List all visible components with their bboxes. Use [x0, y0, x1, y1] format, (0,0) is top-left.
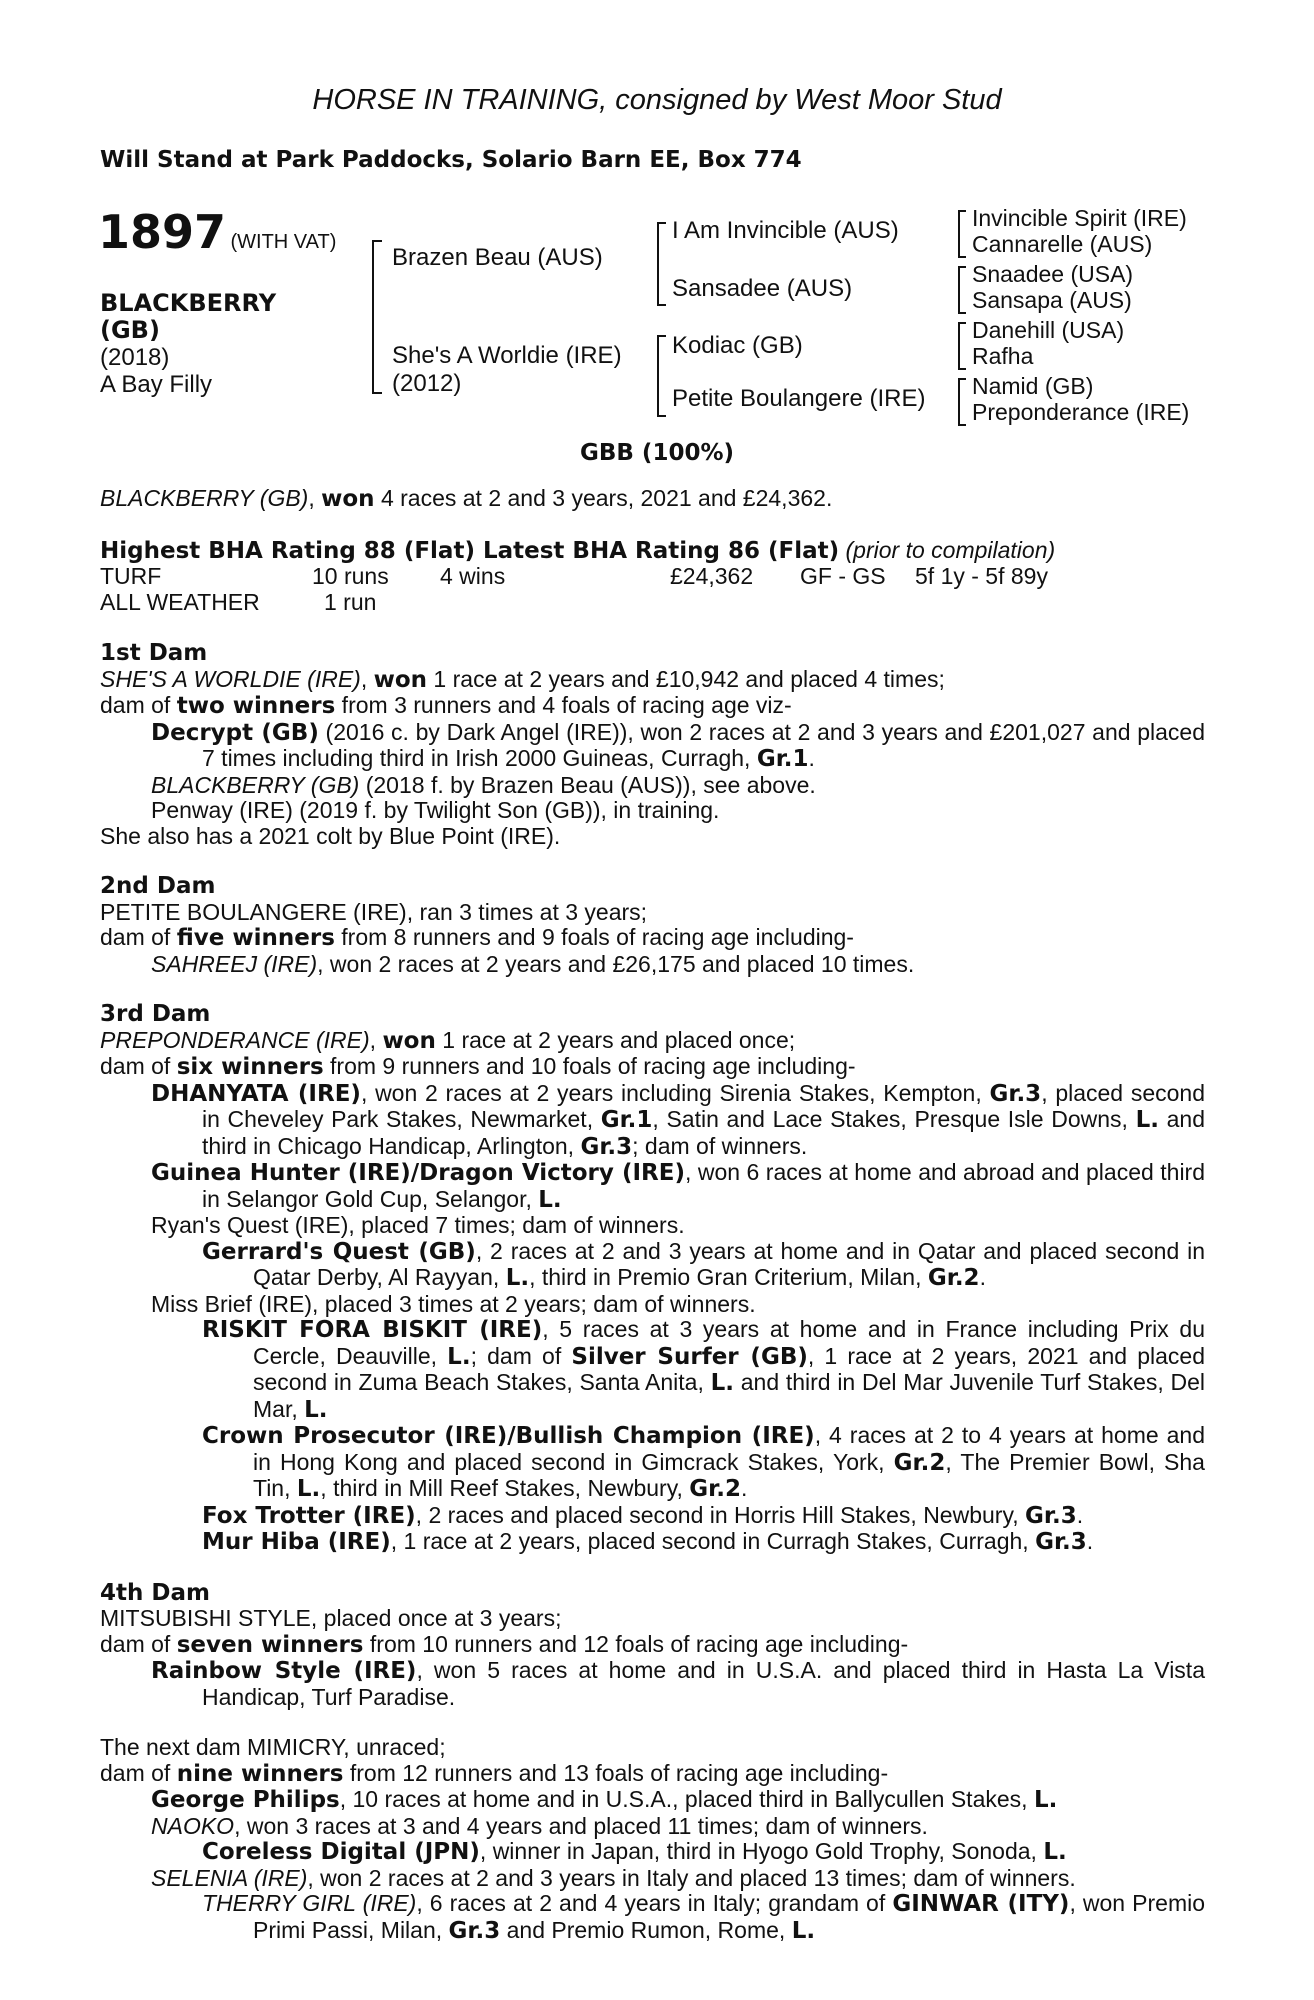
riskit-entry [100, 1317, 1205, 1423]
gerrard-b: , third in Premio Gran Criterium, Milan, [529, 1264, 928, 1290]
crown-entry [100, 1423, 1205, 1503]
fox-entry [100, 1503, 1205, 1530]
dam3-won: won [382, 1027, 436, 1054]
sahreej-name: SAHREEJ (IRE) [151, 950, 318, 977]
dam4-heading: 4th Dam [100, 1579, 210, 1606]
george-name: George Philips [151, 1787, 340, 1813]
dam3-line1 [100, 1028, 1205, 1055]
george-entry [100, 1787, 1205, 1814]
turf-runs: 10 runs [312, 563, 389, 589]
grade-2: Gr.2 [927, 1265, 980, 1291]
pedigree-sire-sire: I Am Invincible (AUS) [672, 217, 899, 244]
dam3-name: PREPONDERANCE (IRE) [100, 1026, 370, 1053]
lot-number: 1897 [98, 205, 227, 259]
gerrard-a: , 2 races at 2 and 3 years at home and in Qatar and placed second in Qatar Derby, Al Rayyan, [253, 1237, 1205, 1290]
pedigree-gg-1: Invincible Spirit (IRE) [972, 205, 1187, 231]
aw-label: ALL WEATHER [100, 589, 260, 615]
dam-brace [657, 335, 666, 417]
listed: L. [447, 1343, 471, 1370]
riskit-b: ; dam of [470, 1342, 572, 1369]
rating-line [100, 538, 1055, 565]
pedigree-sire-dam: Sansadee (AUS) [672, 275, 853, 302]
rainbow-a: , won 5 races at home and in U.S.A. and placed third in Hasta La Vista Handicap, Turf Paradise. [202, 1657, 1205, 1710]
grade-3: Gr.3 [448, 1917, 501, 1944]
lot-number-block [98, 205, 336, 259]
listed: L. [1135, 1107, 1159, 1133]
dam3-sep: , [369, 1026, 383, 1053]
rating-note: (prior to compilation) [845, 537, 1056, 563]
naoko-a: , won 3 races at 3 and 4 years and placed 11 times; dam of winners. [234, 1812, 928, 1839]
bb-rest: (2018 f. by Brazen Beau (AUS)), see above. [359, 771, 816, 798]
next-winners: nine winners [176, 1760, 344, 1787]
pedigree-gg-8: Preponderance (IRE) [972, 399, 1190, 425]
dhanyata-name: DHANYATA (IRE) [151, 1080, 361, 1107]
grade-2: Gr.2 [689, 1476, 741, 1502]
grade-3: Gr.3 [1025, 1502, 1077, 1529]
dam3-heading: 3rd Dam [100, 1001, 211, 1027]
selenia-name: SELENIA (IRE) [151, 1864, 308, 1891]
horse-name-suffix: (GB) [100, 316, 160, 344]
dhanyata-a: , won 2 races at 2 years including Sirenia Stakes, Kempton, [360, 1079, 990, 1106]
decrypt-entry [100, 720, 1205, 773]
therry-a: , 6 races at 2 and 4 years in Italy; grandam of [416, 1890, 893, 1916]
summary-won: won [321, 486, 375, 512]
dhanyata-c: , Satin and Lace Stakes, Presque Isle Downs, [652, 1106, 1136, 1132]
turf-prize: £24,362 [670, 563, 754, 589]
coreless-entry [100, 1839, 1205, 1866]
dam1-line2 [100, 693, 1205, 720]
dam4-line1: MITSUBISHI STYLE, placed once at 3 years; [100, 1605, 562, 1631]
penway-entry: Penway (IRE) (2019 f. by Twilight Son (GB)), in training. [151, 797, 720, 823]
dam1-l2a: dam of [100, 692, 177, 718]
listed: L. [1043, 1839, 1067, 1865]
dam2-l2c: from 8 runners and 9 foals of racing age including- [334, 924, 854, 950]
mur-entry [100, 1529, 1205, 1556]
next-l2a: dam of [100, 1759, 177, 1786]
listed: L. [710, 1370, 734, 1396]
turf-wins: 4 wins [440, 563, 506, 589]
listed: L. [505, 1265, 530, 1291]
dam3-l2c: from 9 runners and 10 foals of racing age including- [323, 1053, 856, 1079]
listed: L. [296, 1476, 321, 1502]
rating-text: Highest BHA Rating 88 (Flat) Latest BHA Rating 86 (Flat) [100, 538, 840, 564]
mur-a: , 1 race at 2 years, placed second in Curragh Stakes, Curragh, [390, 1528, 1036, 1554]
dam4-l2a: dam of [100, 1630, 177, 1657]
pedigree-dam: She's A Worldie (IRE) [392, 342, 622, 369]
dam1-heading: 1st Dam [100, 640, 208, 666]
gerrard-entry [100, 1239, 1205, 1292]
dot: . [979, 1264, 986, 1290]
rainbow-name: Rainbow Style (IRE) [151, 1658, 417, 1684]
decrypt-grade: Gr.1 [756, 746, 809, 772]
gg-brace-4 [958, 378, 966, 426]
listed: L. [304, 1396, 328, 1423]
summary-line: BLACKBERRY (GB), won 4 races at 2 and 3 years, 2021 and £24,362. [100, 485, 833, 512]
summary-rest: 4 races at 2 and 3 years, 2021 and £24,362. [374, 485, 833, 511]
decrypt-name: Decrypt (GB) [151, 719, 319, 746]
fox-a: , 2 races and placed second in Horris Hill Stakes, Newbury, [415, 1501, 1026, 1528]
dam1-rest: 1 race at 2 years and £10,942 and placed 4 times; [427, 665, 945, 692]
dot: . [740, 1475, 748, 1501]
breed-percentage: GBB (100%) [579, 440, 735, 466]
george-a: , 10 races at home and in U.S.A., placed third in Ballycullen Stakes, [339, 1786, 1034, 1812]
pedigree-dam-year: (2012) [392, 370, 462, 397]
dam2-heading: 2nd Dam [100, 873, 216, 899]
sahreej-rest: , won 2 races at 2 years and £26,175 and placed 10 times. [317, 950, 915, 977]
horse-description: A Bay Filly [100, 371, 213, 398]
naoko-name: NAOKO [151, 1812, 235, 1839]
turf-distance: 5f 1y - 5f 89y [915, 563, 1048, 589]
decrypt-rest: (2016 c. by Dark Angel (IRE)), won 2 races at 2 and 3 years and £201,027 and placed 7 times including third in Irish 2000 Guineas, Curragh, [202, 718, 1206, 771]
guinea-a: , won 6 races at home and abroad and placed third in Selangor Gold Cup, Selangor, [202, 1159, 1205, 1212]
selenia-a: , won 2 races at 2 and 3 years in Italy and placed 13 times; dam of winners. [307, 1864, 1076, 1891]
therry-name: THERRY GIRL (IRE) [202, 1890, 417, 1916]
dhanyata-entry [100, 1081, 1205, 1161]
pedigree-gg-3: Snaadee (USA) [972, 261, 1134, 287]
riskit-name: RISKIT FORA BISKIT (IRE) [202, 1317, 543, 1343]
pedigree-gg-5: Danehill (USA) [972, 317, 1125, 343]
pedigree-sire: Brazen Beau (AUS) [392, 244, 603, 271]
grade-3: Gr.3 [989, 1080, 1042, 1107]
catalogue-body [100, 641, 1205, 1944]
crown-name: Crown Prosecutor (IRE)/Bullish Champion (IRE) [202, 1423, 815, 1449]
next-l2c: from 12 runners and 13 foals of racing age including- [343, 1759, 889, 1786]
pedigree-gg-4: Sansapa (AUS) [972, 287, 1132, 313]
dhanyata-b: , placed second in Cheveley Park Stakes, Newmarket, [202, 1079, 1206, 1132]
pedigree-gg-7: Namid (GB) [972, 373, 1094, 399]
gerrard-name: Gerrard's Quest (GB) [202, 1238, 476, 1265]
dam3-winners: six winners [176, 1054, 324, 1080]
horse-year: (2018) [100, 344, 170, 371]
vat-label: (WITH VAT) [230, 231, 337, 253]
dam4-line2 [100, 1632, 1205, 1659]
crown-c: , third in Mill Reef Stakes, Newbury, [320, 1475, 690, 1501]
coreless-name: Coreless Digital (JPN) [202, 1839, 480, 1865]
aw-runs: 1 run [324, 589, 377, 615]
riskit-c: , 1 race at 2 years, 2021 and placed second in Zuma Beach Stakes, Santa Anita, [253, 1342, 1205, 1395]
decrypt-end: . [808, 745, 815, 771]
page-title: HORSE IN TRAINING, consigned by West Moor Stud [312, 84, 1002, 116]
grade-3: Gr.3 [580, 1133, 633, 1160]
stand-location: Will Stand at Park Paddocks, Solario Barn EE, Box 774 [100, 147, 802, 173]
mur-name: Mur Hiba (IRE) [202, 1529, 391, 1555]
guinea-entry [100, 1160, 1205, 1213]
turf-going: GF - GS [800, 563, 886, 589]
dam3-line2 [100, 1054, 1205, 1081]
fox-name: Fox Trotter (IRE) [202, 1502, 416, 1529]
next-line2 [100, 1761, 1205, 1788]
pedigree-dam-sire: Kodiac (GB) [672, 332, 803, 359]
therry-entry [100, 1891, 1205, 1944]
guinea-name: Guinea Hunter (IRE)/Dragon Victory (IRE) [151, 1160, 685, 1186]
grade-3: Gr.3 [1035, 1529, 1087, 1555]
crown-a: , 4 races at 2 to 4 years at home and in Hong Kong and placed second in Gimcrack Stakes, York, [253, 1422, 1205, 1475]
next-line1: The next dam MIMICRY, unraced; [100, 1734, 446, 1760]
coreless-a: , winner in Japan, third in Hyogo Gold Trophy, Sonoda, [479, 1838, 1044, 1864]
selenia-entry [100, 1866, 1205, 1892]
dhanyata-d: and third in Chicago Handicap, Arlington, [202, 1106, 1205, 1159]
summary-name: BLACKBERRY (GB) [100, 485, 309, 511]
therry-b: , won Premio Primi Passi, Milan, [253, 1890, 1206, 1943]
sire-dam-brace [372, 240, 382, 394]
riskit-d: and third in Del Mar Juvenile Turf Stakes, Del Mar, [253, 1369, 1205, 1422]
dam2-line2 [100, 925, 1205, 952]
blackberry-entry [100, 773, 1205, 799]
crown-b: , The Premier Bowl, Sha Tin, [253, 1448, 1205, 1501]
sire-brace [657, 222, 666, 306]
pedigree-gg-6: Rafha [972, 343, 1034, 369]
pedigree-gg-2: Cannarelle (AUS) [972, 231, 1153, 257]
dam3-rest: 1 race at 2 years and placed once; [435, 1026, 796, 1053]
rainbow-entry [100, 1658, 1205, 1710]
dam1-name: SHE'S A WORLDIE (IRE) [100, 665, 361, 692]
colt-note: She also has a 2021 colt by Blue Point (IRE). [100, 822, 561, 849]
pedigree-dam-dam: Petite Boulangere (IRE) [672, 385, 926, 412]
riskit-a: , 5 races at 3 years at home and in France including Prix du Cercle, Deauville, [253, 1316, 1205, 1369]
dam1-won: won [373, 666, 428, 693]
dot: . [1086, 1528, 1094, 1554]
dam1-line1: SHE'S A WORLDIE (IRE), won 1 race at 2 years and £10,942 and placed 4 times; [100, 665, 945, 693]
dam1-winners: two winners [176, 693, 336, 719]
dam1-l2c: from 3 runners and 4 foals of racing age viz- [335, 692, 792, 718]
turf-label: TURF [100, 563, 162, 589]
gg-brace-2 [958, 266, 966, 314]
dam2-line1: PETITE BOULANGERE (IRE), ran 3 times at 3 years; [100, 898, 648, 925]
listed: L. [791, 1917, 816, 1944]
dam2-l2a: dam of [100, 924, 177, 950]
horse-name: BLACKBERRY [100, 289, 277, 317]
ginwar-name: GINWAR (ITY) [892, 1891, 1070, 1917]
listed: L. [538, 1186, 562, 1213]
listed: L. [1033, 1787, 1058, 1813]
therry-c: and Premio Rumon, Rome, [500, 1916, 792, 1943]
grade-2: Gr.2 [893, 1449, 946, 1476]
naoko-entry [100, 1814, 1205, 1840]
dhanyata-e: ; dam of winners. [632, 1132, 808, 1159]
gg-brace-1 [958, 210, 966, 258]
dot: . [1076, 1501, 1084, 1528]
dam4-winners: seven winners [176, 1631, 364, 1658]
gg-brace-3 [958, 322, 966, 370]
miss-entry: Miss Brief (IRE), placed 3 times at 2 years; dam of winners. [151, 1290, 756, 1317]
silver-name: Silver Surfer (GB) [571, 1343, 808, 1370]
dam2-winners: five winners [176, 925, 335, 951]
dam3-l2a: dam of [100, 1053, 177, 1079]
dam4-l2c: from 10 runners and 12 foals of racing age including- [363, 1630, 909, 1657]
sahreej-entry [100, 952, 1205, 978]
grade-1: Gr.1 [600, 1107, 653, 1133]
ryan-entry: Ryan's Quest (IRE), placed 7 times; dam of winners. [151, 1212, 685, 1238]
bb-name: BLACKBERRY (GB) [151, 771, 360, 798]
